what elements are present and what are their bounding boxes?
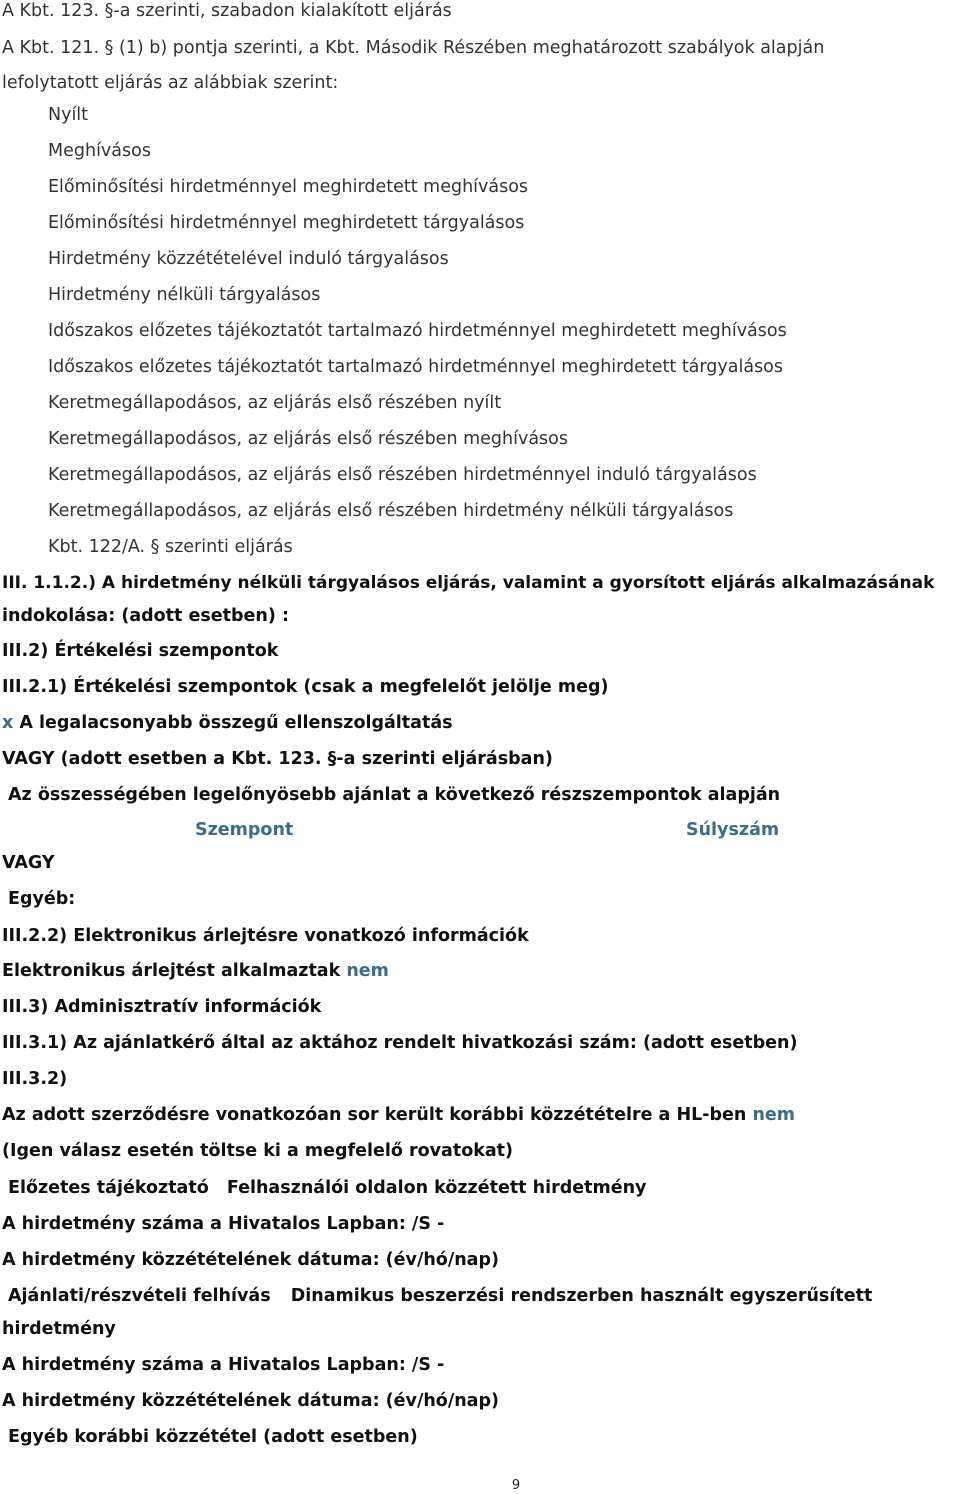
or-line-1: VAGY (adott esetben a Kbt. 123. §-a szerinti eljárásban): [2, 749, 553, 769]
procedure-option: Nyílt: [48, 105, 89, 125]
section-evaluation-criteria: III.2) Értékelési szempontok: [2, 641, 279, 661]
section-admin-info: III.3) Adminisztratív információk: [2, 997, 322, 1017]
or-line-2: VAGY: [2, 853, 55, 873]
section-332: III.3.2): [2, 1069, 68, 1089]
buyer-profile-option: Felhasználói oldalon közzétett hirdetmény: [226, 1178, 647, 1198]
page-number: 9: [511, 1478, 521, 1493]
section-justification-cont: indokolása: (adott esetben) :: [2, 606, 289, 626]
procedure-option: Keretmegállapodásos, az eljárás első részében meghívásos: [48, 429, 568, 449]
dps-notice-option: Dinamikus beszerzési rendszerben használt egyszerűsített: [290, 1286, 873, 1306]
notice-type-row-2-cont: hirdetmény: [2, 1319, 116, 1339]
other-line: Egyéb:: [8, 889, 76, 909]
selected-mark: x: [2, 713, 14, 733]
notice-type-row-2: [8, 1285, 872, 1307]
header-line-3: lefolytatott eljárás az alábbiak szerint:: [2, 73, 339, 93]
procedure-option: Időszakos előzetes tájékoztatót tartalmazó hirdetménnyel meghirdetett tárgyalásos: [48, 357, 784, 377]
e-auction-line: [2, 960, 389, 982]
e-auction-label: Elektronikus árlejtést alkalmaztak: [2, 961, 347, 981]
notice-date-2: A hirdetmény közzétételének dátuma: (év/hó/nap): [2, 1391, 499, 1411]
previous-publication-line: [2, 1104, 795, 1126]
column-sulyszam: Súlyszám: [686, 820, 780, 840]
previous-publication-label: Az adott szerződésre vonatkozóan sor került korábbi közzétételre a HL-ben: [2, 1105, 753, 1125]
procedure-option: Előminősítési hirdetménnyel meghirdetett tárgyalásos: [48, 213, 525, 233]
contract-notice-option: Ajánlati/részvételi felhívás: [8, 1286, 271, 1306]
header-line-1: A Kbt. 123. §-a szerinti, szabadon kialakított eljárás: [2, 1, 452, 21]
procedure-option: Keretmegállapodásos, az eljárás első részében hirdetménnyel induló tárgyalásos: [48, 465, 757, 485]
lowest-price-line: [2, 712, 453, 734]
column-szempont: Szempont: [195, 820, 294, 840]
procedure-option: Kbt. 122/A. § szerinti eljárás: [48, 537, 293, 557]
section-evaluation-criteria-sub: III.2.1) Értékelési szempontok (csak a megfelelőt jelölje meg): [2, 677, 609, 697]
notice-type-row-1: [8, 1177, 646, 1199]
section-reference-number: III.3.1) Az ajánlatkérő által az aktához rendelt hivatkozási szám: (adott esetben): [2, 1033, 798, 1053]
e-auction-value: nem: [346, 961, 389, 981]
procedure-option: Keretmegállapodásos, az eljárás első részében hirdetmény nélküli tárgyalásos: [48, 501, 734, 521]
procedure-option: Meghívásos: [48, 141, 151, 161]
section-justification: III. 1.1.2.) A hirdetmény nélküli tárgyalásos eljárás, valamint a gyorsított eljárás alkalmazásának: [2, 573, 935, 593]
previous-publication-value: nem: [752, 1105, 796, 1125]
lowest-price-label: A legalacsonyabb összegű ellenszolgáltatás: [13, 713, 453, 733]
procedure-option: Hirdetmény nélküli tárgyalásos: [48, 285, 321, 305]
notice-number-1: A hirdetmény száma a Hivatalos Lapban: /S -: [2, 1214, 445, 1234]
prior-information-option: Előzetes tájékoztató: [8, 1178, 209, 1198]
procedure-option: Időszakos előzetes tájékoztatót tartalmazó hirdetménnyel meghirdetett meghívásos: [48, 321, 787, 341]
other-publication: Egyéb korábbi közzététel (adott esetben): [8, 1427, 418, 1447]
notice-date-1: A hirdetmény közzétételének dátuma: (év/hó/nap): [2, 1250, 499, 1270]
procedure-option: Hirdetmény közzétételével induló tárgyalásos: [48, 249, 449, 269]
procedure-option: Keretmegállapodásos, az eljárás első részében nyílt: [48, 393, 502, 413]
header-line-2: A Kbt. 121. § (1) b) pontja szerinti, a Kbt. Második Részében meghatározott szabályok alapján: [2, 38, 825, 58]
procedure-option: Előminősítési hirdetménnyel meghirdetett meghívásos: [48, 177, 529, 197]
yes-instruction: (Igen válasz esetén töltse ki a megfelelő rovatokat): [2, 1141, 514, 1161]
notice-number-2: A hirdetmény száma a Hivatalos Lapban: /S -: [2, 1355, 445, 1375]
section-e-auction: III.2.2) Elektronikus árlejtésre vonatkozó információk: [2, 926, 529, 946]
best-value-line: Az összességében legelőnyösebb ajánlat a következő részszempontok alapján: [8, 785, 781, 805]
